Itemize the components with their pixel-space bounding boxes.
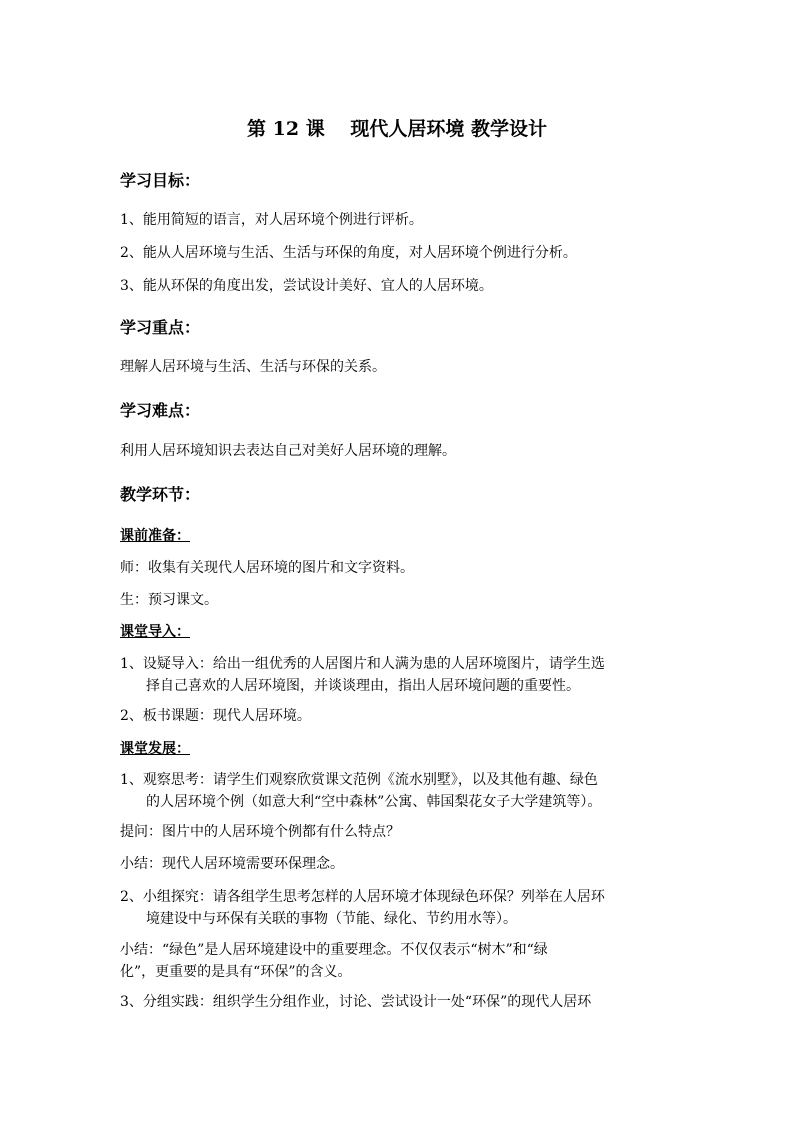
development-summary-2-line-1: 小结：“绿色”是人居环境建设中的重要理念。不仅仅表示“树木”和“绿 xyxy=(120,942,548,958)
key-point-heading: 学习重点： xyxy=(120,318,201,337)
introduction-item-1 xyxy=(120,653,680,697)
development-question: 提问：图片中的人居环境个例都有什么特点？ xyxy=(120,824,400,840)
difficulty-text: 利用人居环境知识去表达自己对美好人居环境的理解。 xyxy=(120,443,456,459)
development-item-2 xyxy=(120,886,680,930)
key-point-text: 理解人居环境与生活、生活与环保的关系。 xyxy=(120,359,386,375)
introduction-item-1-line-1: 1、设疑导入：给出一组优秀的人居图片和人满为患的人居环境图片，请学生选 xyxy=(120,656,605,672)
development-item-2-line-2: 境建设中与环保有关联的事物（节能、绿化、节约用水等）。 xyxy=(146,911,517,927)
preparation-heading: 课前准备： xyxy=(120,528,190,544)
document-title: 第 12 课 现代人居环境 教学设计 xyxy=(247,118,547,140)
preparation-student: 生：预习课文。 xyxy=(120,592,218,608)
objective-item-3: 3、能从环保的角度出发，尝试设计美好、宜人的人居环境。 xyxy=(120,278,493,294)
preparation-teacher: 师：收集有关现代人居环境的图片和文字资料。 xyxy=(120,560,414,576)
development-item-1 xyxy=(120,769,680,813)
process-heading: 教学环节： xyxy=(120,485,201,504)
development-item-1-line-2: 的人居环境个例（如意大利“空中森林”公寓、韩国梨花女子大学建筑等）。 xyxy=(146,794,602,810)
development-item-3: 3、分组实践：组织学生分组作业，讨论、尝试设计一处“环保”的现代人居环 xyxy=(120,994,592,1010)
development-item-1-line-1: 1、观察思考：请学生们观察欣赏课文范例《流水别墅》，以及其他有趣、绿色 xyxy=(120,772,598,788)
introduction-heading: 课堂导入： xyxy=(120,624,190,640)
development-summary-1: 小结：现代人居环境需要环保理念。 xyxy=(120,856,344,872)
development-heading: 课堂发展： xyxy=(120,741,190,757)
development-summary-2-line-2: 化”，更重要的是具有“环保”的含义。 xyxy=(120,964,352,980)
objective-item-1: 1、能用简短的语言，对人居环境个例进行评析。 xyxy=(120,212,423,228)
introduction-item-1-line-2: 择自己喜欢的人居环境图，并谈谈理由，指出人居环境问题的重要性。 xyxy=(146,678,580,694)
difficulty-heading: 学习难点： xyxy=(120,401,201,420)
development-item-2-line-1: 2、小组探究：请各组学生思考怎样的人居环境才体现绿色环保？列举在人居环 xyxy=(120,889,605,905)
introduction-item-2: 2、板书课题：现代人居环境。 xyxy=(120,708,311,724)
objective-item-2: 2、能从人居环境与生活、生活与环保的角度，对人居环境个例进行分析。 xyxy=(120,245,577,261)
development-summary-2 xyxy=(120,939,680,983)
objectives-heading: 学习目标： xyxy=(120,171,201,190)
